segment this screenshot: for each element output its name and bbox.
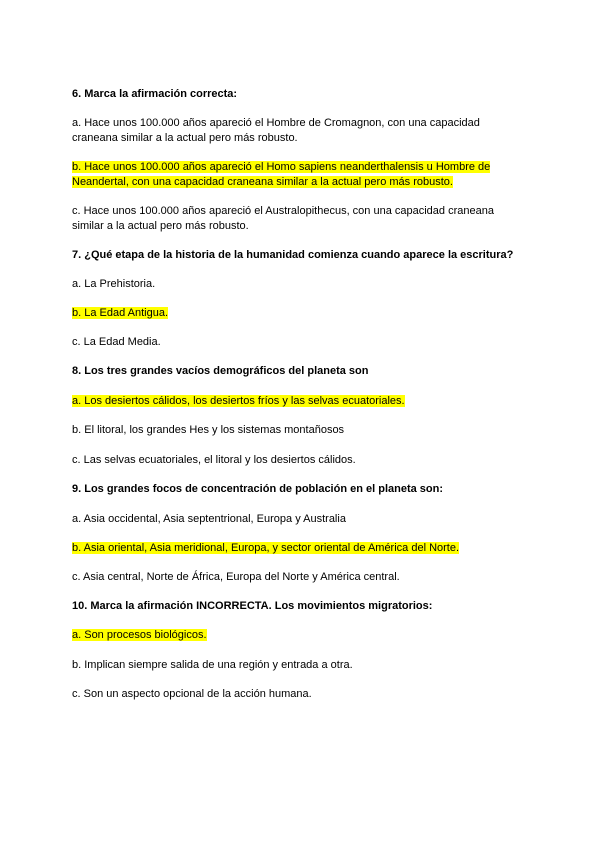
question-6-option-c-line-2: similar a la actual pero más robusto. bbox=[72, 220, 249, 232]
question-6-option-c-line-1: c. Hace unos 100.000 años apareció el Australopithecus, con una capacidad craneana bbox=[72, 205, 494, 217]
question-9-option-c: c. Asia central, Norte de África, Europa del Norte y América central. bbox=[72, 571, 400, 583]
question-6-option-a-line-2: craneana similar a la actual pero más robusto. bbox=[72, 132, 298, 144]
question-6-option-b-line-1: b. Hace unos 100.000 años apareció el Homo sapiens neanderthalensis u Hombre de bbox=[72, 161, 491, 173]
question-8-option-c: c. Las selvas ecuatoriales, el litoral y los desiertos cálidos. bbox=[72, 454, 356, 466]
question-8-option-b: b. El litoral, los grandes Hes y los sistemas montañosos bbox=[72, 424, 345, 436]
question-8-title: 8. Los tres grandes vacíos demográficos del planeta son bbox=[72, 365, 369, 377]
question-6-option-a-line-1: a. Hace unos 100.000 años apareció el Hombre de Cromagnon, con una capacidad bbox=[72, 117, 480, 129]
question-9-option-a: a. Asia occidental, Asia septentrional, Europa y Australia bbox=[72, 513, 346, 525]
question-10-option-c: c. Son un aspecto opcional de la acción humana. bbox=[72, 688, 312, 700]
question-7-option-a: a. La Prehistoria. bbox=[72, 278, 156, 290]
question-6-option-b-line-2: Neandertal, con una capacidad craneana similar a la actual pero más robusto. bbox=[72, 176, 453, 188]
question-7-option-b: b. La Edad Antigua. bbox=[72, 307, 169, 319]
question-10-option-b: b. Implican siempre salida de una región y entrada a otra. bbox=[72, 659, 353, 671]
question-8-option-a: a. Los desiertos cálidos, los desiertos fríos y las selvas ecuatoriales. bbox=[72, 395, 405, 407]
question-9-title: 9. Los grandes focos de concentración de población en el planeta son: bbox=[72, 483, 444, 495]
question-7-title: 7. ¿Qué etapa de la historia de la humanidad comienza cuando aparece la escritura? bbox=[72, 249, 514, 261]
question-9-option-b: b. Asia oriental, Asia meridional, Europa, y sector oriental de América del Norte. bbox=[72, 542, 460, 554]
question-7-option-c: c. La Edad Media. bbox=[72, 336, 161, 348]
question-10-option-a: a. Son procesos biológicos. bbox=[72, 629, 207, 641]
question-10-title: 10. Marca la afirmación INCORRECTA. Los movimientos migratorios: bbox=[72, 600, 433, 612]
question-6-title: 6. Marca la afirmación correcta: bbox=[72, 88, 238, 100]
